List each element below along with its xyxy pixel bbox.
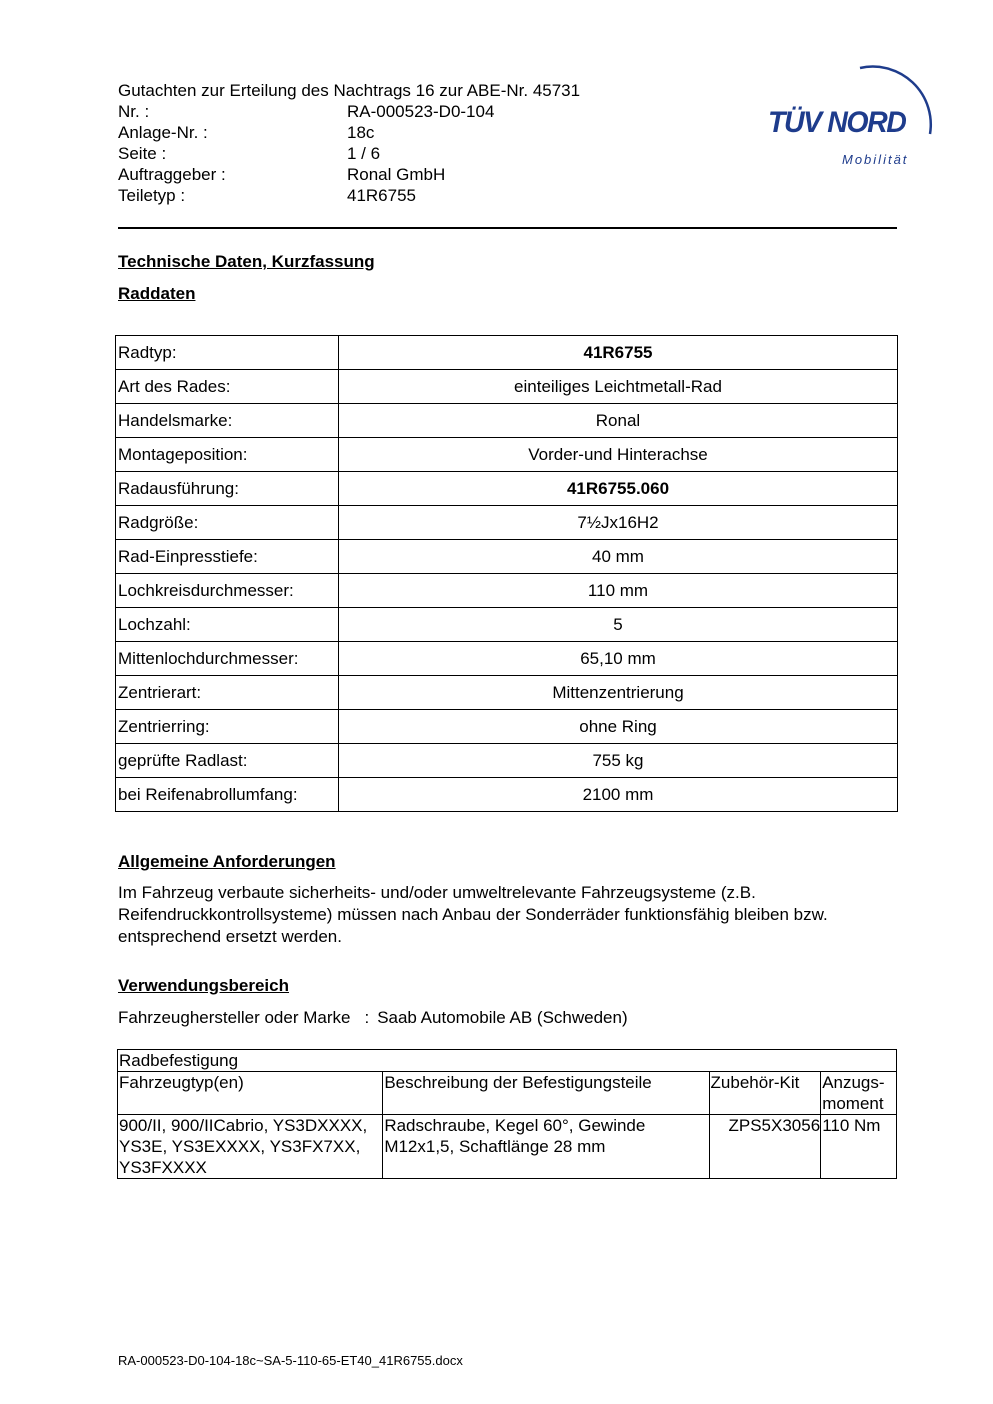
table-row xyxy=(116,404,898,438)
befestigung-header: Zubehör-Kit xyxy=(709,1072,821,1115)
raddaten-value: Ronal xyxy=(339,404,898,438)
table-row xyxy=(116,676,898,710)
header-field-value: RA-000523-D0-104 xyxy=(347,102,495,121)
raddaten-value: 41R6755 xyxy=(339,336,898,370)
raddaten-value: Mittenzentrierung xyxy=(339,676,898,710)
raddaten-label: Radtyp: xyxy=(116,336,339,370)
table-row xyxy=(116,540,898,574)
radbefestigung-title: Radbefestigung xyxy=(118,1050,897,1072)
hersteller-separator: : xyxy=(364,1008,370,1027)
raddaten-value: 755 kg xyxy=(339,744,898,778)
raddaten-label: bei Reifenabrollumfang: xyxy=(116,778,339,812)
table-row xyxy=(116,778,898,812)
section-allgemeine-anforderungen: Allgemeine Anforderungen xyxy=(118,852,336,871)
befestigung-header: Fahrzeugtyp(en) xyxy=(118,1072,383,1115)
raddaten-label: Zentrierring: xyxy=(116,710,339,744)
raddaten-value: 40 mm xyxy=(339,540,898,574)
befestigung-cell: 110 Nm xyxy=(821,1115,897,1179)
header-divider xyxy=(118,227,897,229)
raddaten-label: Montageposition: xyxy=(116,438,339,472)
raddaten-label: Zentrierart: xyxy=(116,676,339,710)
raddaten-value: 2100 mm xyxy=(339,778,898,812)
raddaten-label: Art des Rades: xyxy=(116,370,339,404)
raddaten-label: Lochzahl: xyxy=(116,608,339,642)
table-row xyxy=(116,336,898,370)
raddaten-value: 65,10 mm xyxy=(339,642,898,676)
header-field-label: Teiletyp : xyxy=(118,186,186,205)
table-row xyxy=(116,574,898,608)
raddaten-value: 5 xyxy=(339,608,898,642)
raddaten-label: Rad-Einpresstiefe: xyxy=(116,540,339,574)
befestigung-header: Beschreibung der Befestigungsteile xyxy=(383,1072,709,1115)
raddaten-value: Vorder-und Hinterachse xyxy=(339,438,898,472)
raddaten-label: Radgröße: xyxy=(116,506,339,540)
header-field-value: 18c xyxy=(347,123,375,142)
header-field-value: 41R6755 xyxy=(347,186,417,205)
table-row xyxy=(116,608,898,642)
header-field-value: Ronal GmbH xyxy=(347,165,446,184)
table-row xyxy=(116,472,898,506)
header-field-label: Auftraggeber : xyxy=(118,165,226,184)
table-row xyxy=(116,744,898,778)
raddaten-table xyxy=(115,335,898,812)
section-raddaten: Raddaten xyxy=(118,284,196,303)
header-field xyxy=(118,143,580,164)
table-row xyxy=(118,1115,897,1179)
table-row xyxy=(116,710,898,744)
raddaten-value: ohne Ring xyxy=(339,710,898,744)
allgemeine-text: Im Fahrzeug verbaute sicherheits- und/oder umweltrelevante Fahrzeugsysteme (z.B. Reifendruckkontrollsysteme) müssen nach Anbau der Sonderräder funktionsfähig bleiben bzw. entsprechend ersetzt werden. xyxy=(118,883,828,946)
raddaten-value: einteiliges Leichtmetall-Rad xyxy=(339,370,898,404)
header-title: Gutachten zur Erteilung des Nachtrags 16 zur ABE-Nr. 45731 xyxy=(118,81,581,100)
header-field-label: Anlage-Nr. : xyxy=(118,123,208,142)
table-row xyxy=(116,506,898,540)
document-header xyxy=(118,80,580,206)
header-field xyxy=(118,122,580,143)
logo-wordmark: TÜV NORD xyxy=(768,106,906,139)
raddaten-label: Handelsmarke: xyxy=(116,404,339,438)
hersteller-label: Fahrzeughersteller oder Marke xyxy=(118,1008,351,1027)
tuv-nord-logo xyxy=(760,56,940,171)
raddaten-label: Mittenlochdurchmesser: xyxy=(116,642,339,676)
footer-filename: RA-000523-D0-104-18c~SA-5-110-65-ET40_41R6755.docx xyxy=(118,1353,463,1368)
table-row xyxy=(116,642,898,676)
logo-subtitle: Mobilität xyxy=(842,152,909,167)
raddaten-label: geprüfte Radlast: xyxy=(116,744,339,778)
header-field xyxy=(118,164,580,185)
befestigung-cell: 900/II, 900/IICabrio, YS3DXXXX, YS3E, YS3EXXXX, YS3FX7XX, YS3FXXXX xyxy=(118,1115,383,1179)
table-row xyxy=(116,370,898,404)
raddaten-value: 110 mm xyxy=(339,574,898,608)
header-field xyxy=(118,101,580,122)
section-technische-daten: Technische Daten, Kurzfassung xyxy=(118,252,375,271)
hersteller-line xyxy=(118,1008,628,1028)
section-verwendungsbereich: Verwendungsbereich xyxy=(118,976,289,995)
header-fields xyxy=(118,101,580,206)
header-field xyxy=(118,185,580,206)
raddaten-label: Lochkreisdurchmesser: xyxy=(116,574,339,608)
raddaten-label: Radausführung: xyxy=(116,472,339,506)
table-row xyxy=(116,438,898,472)
raddaten-value: 7½Jx16H2 xyxy=(339,506,898,540)
radbefestigung-table xyxy=(117,1049,897,1179)
raddaten-value: 41R6755.060 xyxy=(339,472,898,506)
header-field-value: 1 / 6 xyxy=(347,144,381,163)
hersteller-value: Saab Automobile AB (Schweden) xyxy=(377,1008,628,1027)
header-field-label: Seite : xyxy=(118,144,167,163)
befestigung-cell: ZPS5X3056 xyxy=(709,1115,821,1179)
header-field-label: Nr. : xyxy=(118,102,150,121)
befestigung-header: Anzugs- moment xyxy=(821,1072,897,1115)
befestigung-cell: Radschraube, Kegel 60°, Gewinde M12x1,5, Schaftlänge 28 mm xyxy=(383,1115,709,1179)
